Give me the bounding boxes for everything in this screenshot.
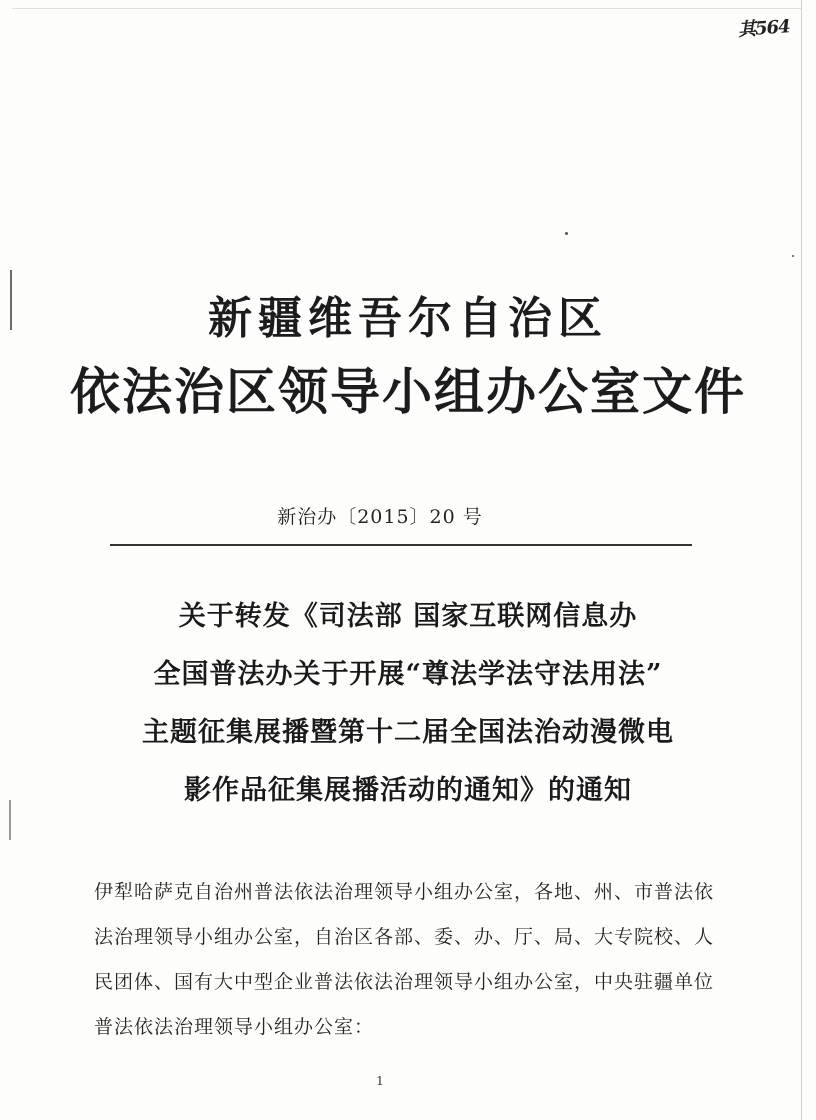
title-line: 全国普法办关于开展“尊法学法守法用法” xyxy=(153,659,663,690)
title-line: 关于转发《司法部 国家互联网信息办 xyxy=(178,601,638,632)
issuer-name-line1: 新疆维吾尔自治区 xyxy=(208,293,608,344)
scan-speck xyxy=(565,232,568,235)
title-line: 影作品征集展播活动的通知》的通知 xyxy=(184,775,632,806)
addressee-paragraph: 伊犁哈萨克自治州普法依法治理领导小组办公室，各地、州、市普法依法治理领导小组办公室，自治区各部、委、办、厅、局、大专院校、人民团体、国有大中型企业普法依法治理领导小组办公室，中央驻疆单位普法依法治理领导小组办公室： xyxy=(94,881,715,1038)
scan-edge xyxy=(12,8,802,9)
document-title xyxy=(0,588,816,820)
scan-edge xyxy=(801,0,802,1120)
header-divider xyxy=(110,544,692,546)
title-line: 主题征集展播暨第十二届全国法治动漫微电 xyxy=(142,717,674,748)
document-number: 新治办〔2015〕20 号 xyxy=(277,506,483,528)
scan-speck xyxy=(792,255,794,257)
issuer-name-line2: 依法治区领导小组办公室文件 xyxy=(70,362,746,421)
page-number: 1 xyxy=(376,1074,384,1088)
handwritten-note: 其564 xyxy=(737,16,791,41)
